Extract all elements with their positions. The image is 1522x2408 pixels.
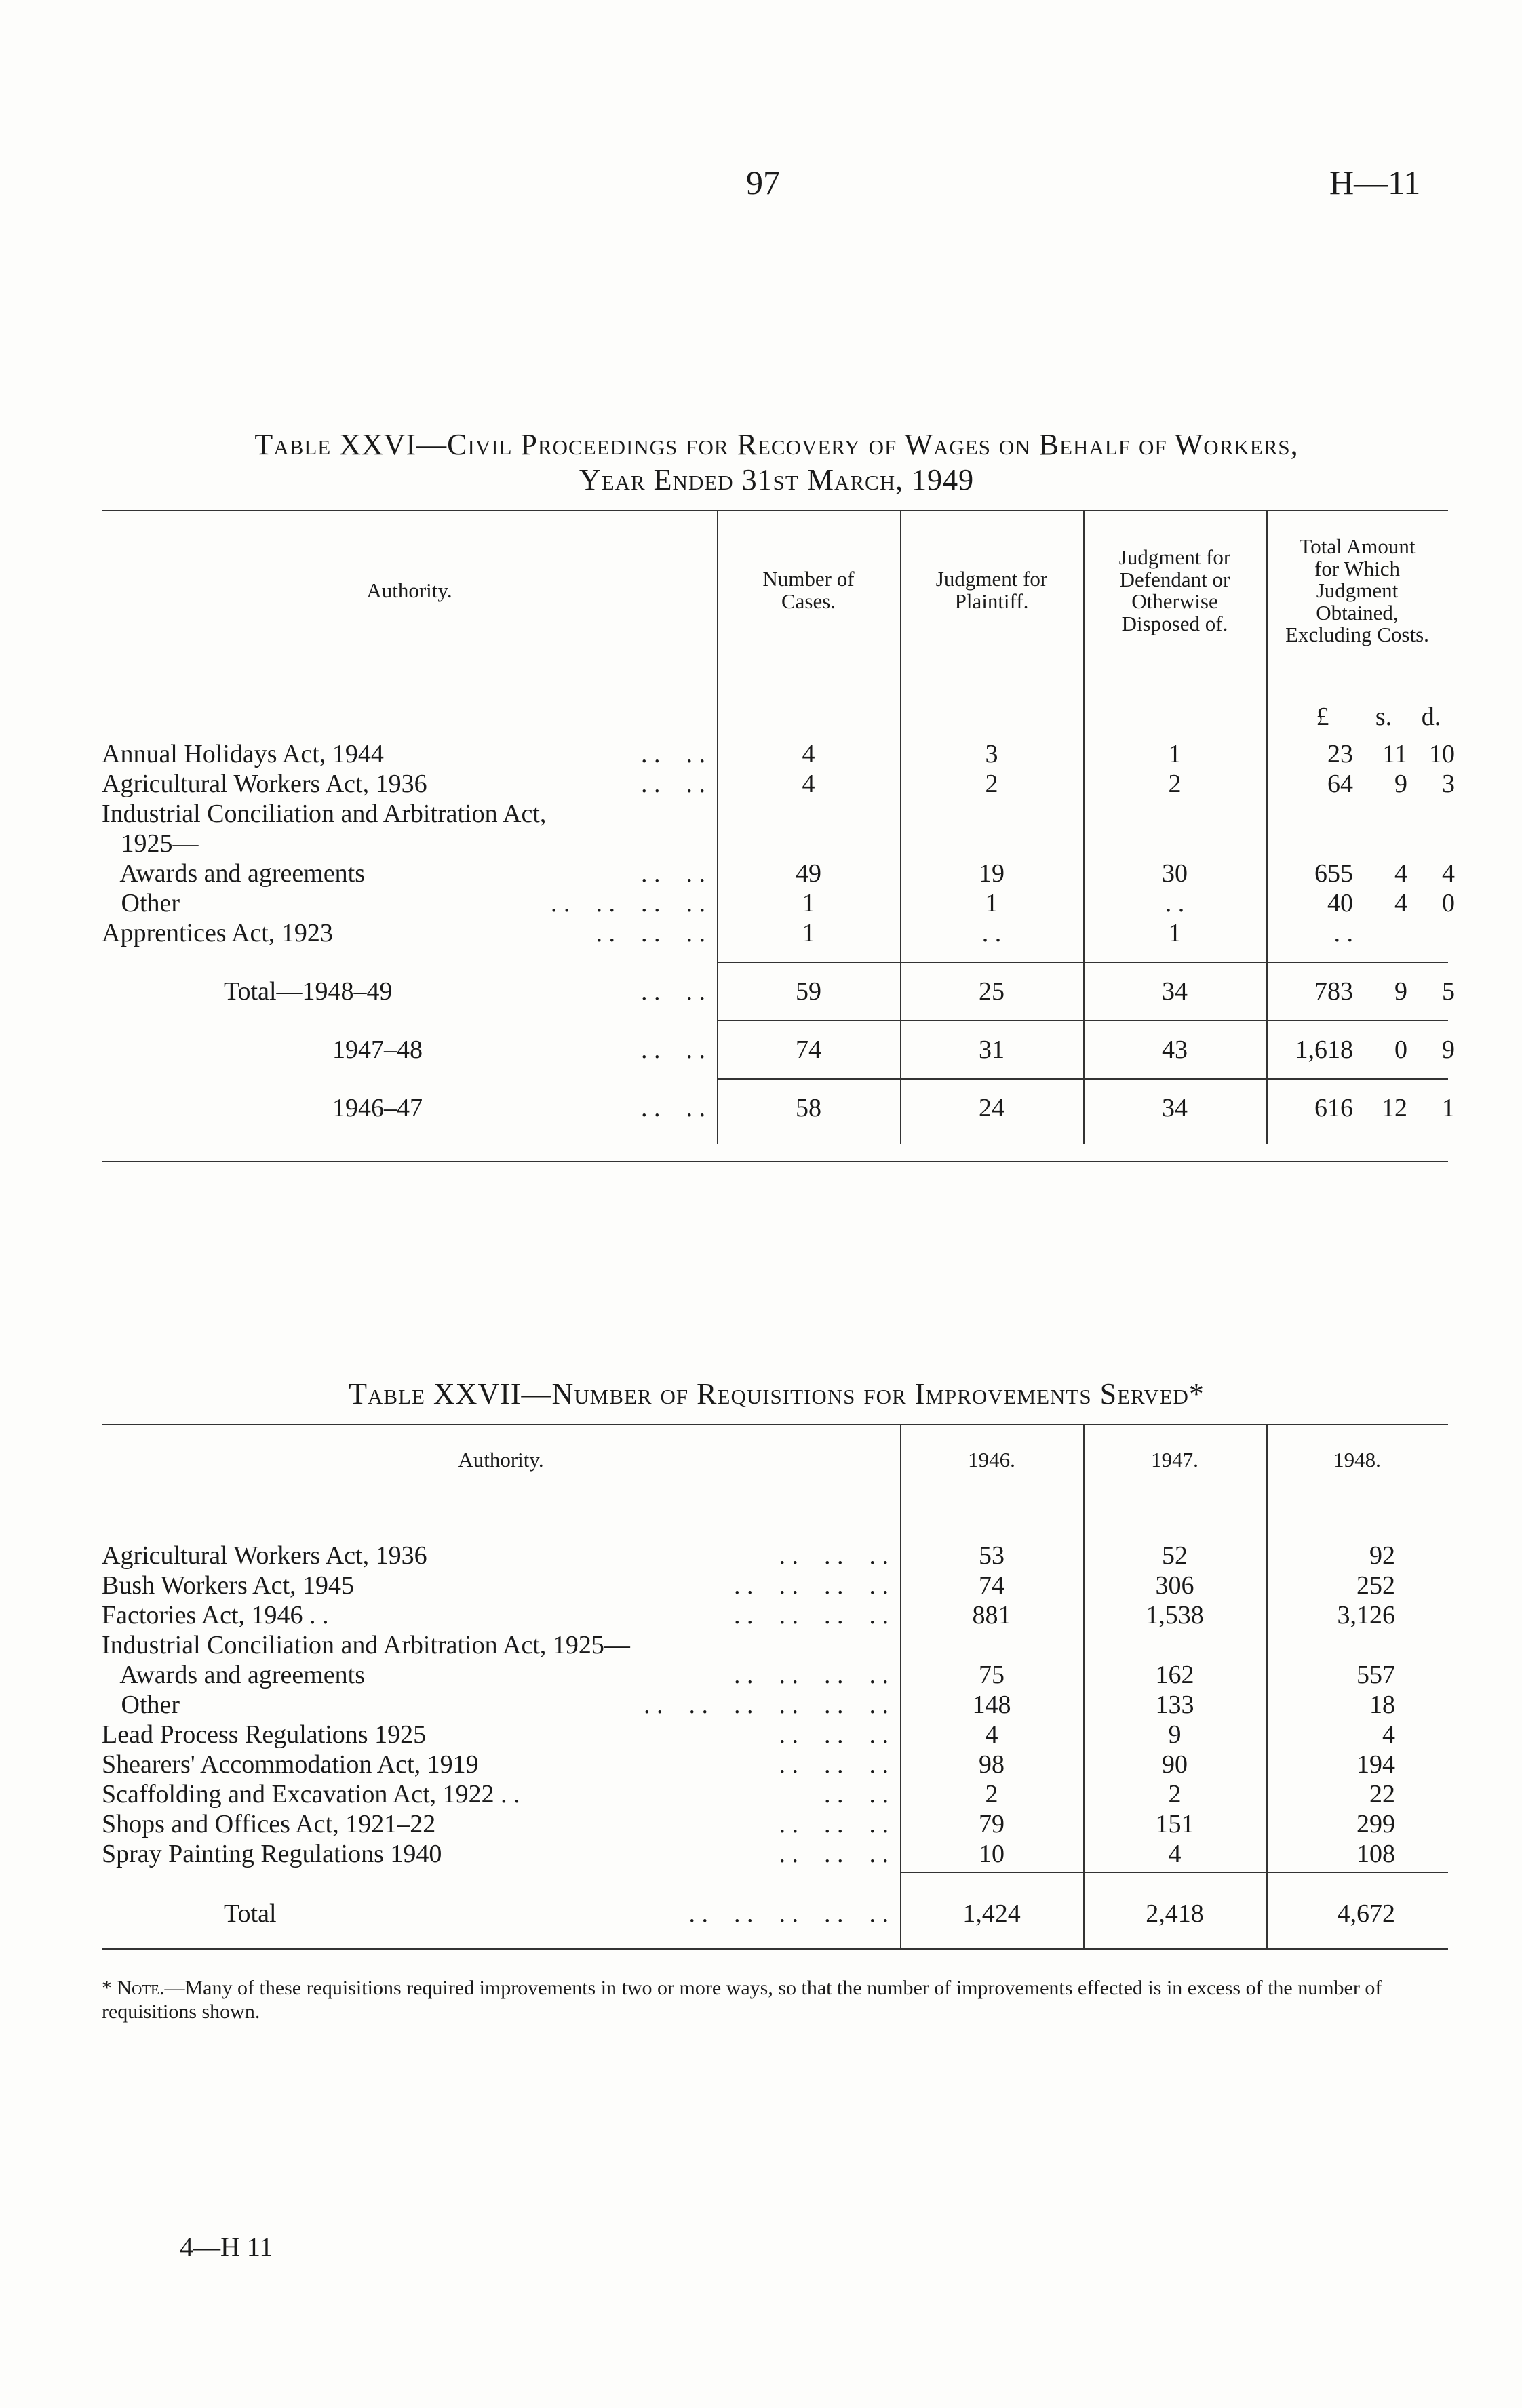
table1-total-label: 1946–47	[332, 1094, 423, 1122]
table2-row-leader: . . . . . .	[779, 1840, 889, 1868]
table2-1947: 52	[1162, 1541, 1188, 1570]
table1-pounds: 23	[1327, 740, 1353, 768]
table1-plaintiff: 1	[985, 889, 998, 917]
table2-row-label: Industrial Conciliation and Arbitration Act, 1925—	[102, 1631, 630, 1659]
table2-header-authority: Authority.	[458, 1448, 544, 1472]
table2-row-label: Shearers' Accommodation Act, 1919	[102, 1750, 479, 1779]
table1-total-plaintiff: 25	[979, 977, 1004, 1006]
table1-pence: 3	[1442, 770, 1455, 798]
table1-total-rule-3	[717, 1078, 1448, 1080]
table1-pounds: 40	[1327, 889, 1353, 917]
table1-total-pounds: 616	[1314, 1094, 1353, 1122]
table2-1947: 133	[1155, 1691, 1194, 1719]
table1-header-plaintiff	[900, 568, 1083, 612]
table2-top-rule	[102, 1424, 1448, 1425]
table1-total-label: Total—1948–49	[224, 977, 393, 1006]
table1-title-line1: Table XXVI—Civil Proceedings for Recovery of Wages on Behalf of Workers,	[254, 428, 1299, 461]
table1-total-shillings: 12	[1382, 1094, 1407, 1122]
table2-header-1947: 1947.	[1151, 1448, 1198, 1472]
table2-row-leader: . . . . . .	[779, 1720, 889, 1749]
table1-row-leader: . . . . . .	[596, 919, 705, 947]
table2-header-1948: 1948.	[1333, 1448, 1381, 1472]
table1-header-total	[1266, 536, 1448, 646]
table1-pence: 4	[1442, 859, 1455, 888]
header-line: Obtained,	[1316, 600, 1399, 625]
table2-total-label: Total	[224, 1899, 277, 1928]
table2-row-leader: . . . . . . . .	[734, 1601, 889, 1630]
table1-row-leader: . . . .	[641, 740, 705, 768]
table1-total-plaintiff: 24	[979, 1094, 1004, 1122]
table2-1948: 108	[1357, 1840, 1395, 1868]
table1-cases: 1	[802, 889, 815, 917]
table1-total-leader: . . . .	[641, 977, 705, 1006]
table1-row-leader: . . . .	[641, 859, 705, 888]
table1-shillings: 11	[1382, 740, 1407, 768]
table2-row-label: Factories Act, 1946 . .	[102, 1601, 329, 1630]
table2-row-label: Bush Workers Act, 1945	[102, 1571, 355, 1600]
table2-1946: 98	[979, 1750, 1004, 1779]
page-footer: 4—H 11	[180, 2232, 273, 2262]
table1-row-label: Agricultural Workers Act, 1936	[102, 770, 427, 798]
header-line: Disposed of.	[1121, 611, 1228, 635]
table1-total-leader: . . . .	[641, 1035, 705, 1064]
page-number: 97	[746, 163, 780, 201]
table1-header-defendant	[1083, 547, 1266, 635]
table1-bottom-rule	[102, 1161, 1448, 1162]
table1-total-leader: . . . .	[641, 1094, 705, 1122]
table1-defendant: . .	[1165, 889, 1185, 917]
table1-total-pence: 5	[1442, 977, 1455, 1006]
table1-total-pence: 9	[1442, 1035, 1455, 1064]
footnote-text: —Many of these requisitions required improvements in two or more ways, so that the number of improvements effected is in excess of the number of requisitions shown.	[102, 1977, 1382, 2023]
table1-pounds: . .	[1333, 919, 1353, 947]
table2-row-label: Shops and Offices Act, 1921–22	[102, 1810, 436, 1838]
table2-row-leader: . . . .	[824, 1780, 889, 1809]
table2-1947: 1,538	[1146, 1601, 1204, 1630]
table2-1948: 252	[1357, 1571, 1395, 1600]
table2-1947: 306	[1155, 1571, 1194, 1600]
table1-row-leader: . . . . . . . .	[551, 889, 705, 917]
table2-row-leader: . . . . . .	[779, 1810, 889, 1838]
table1-total-defendant: 43	[1162, 1035, 1188, 1064]
header-line: for Which	[1314, 556, 1400, 580]
table1-total-cases: 74	[796, 1035, 821, 1064]
table2-row-label: Spray Painting Regulations 1940	[102, 1840, 442, 1868]
footnote	[102, 1977, 1451, 2024]
table2-1948: 557	[1357, 1661, 1395, 1689]
header-line: Number of	[762, 567, 855, 591]
header-line: Cases.	[781, 589, 836, 613]
table1-total-defendant: 34	[1162, 1094, 1188, 1122]
table1-cases: 4	[802, 740, 815, 768]
table1-top-rule	[102, 510, 1448, 511]
table1-row-label: Annual Holidays Act, 1944	[102, 740, 384, 768]
table1-defendant: 1	[1168, 740, 1182, 768]
table2-total-1946: 1,424	[962, 1899, 1021, 1928]
table2-1947: 162	[1155, 1661, 1194, 1689]
table2-1946: 881	[972, 1601, 1011, 1630]
table2-1946: 75	[979, 1661, 1004, 1689]
table2-row-leader: . . . . . .	[779, 1750, 889, 1779]
table2-1948: 299	[1357, 1810, 1395, 1838]
table1-header-authority: Authority.	[366, 578, 452, 602]
header-line: Plaintiff.	[954, 589, 1029, 613]
header-line: Judgment for	[935, 567, 1048, 591]
table1-plaintiff: 2	[985, 770, 998, 798]
table2-1948: 3,126	[1337, 1601, 1395, 1630]
table1-total-rule-1	[717, 962, 1448, 963]
currency-pounds: £	[1316, 703, 1329, 731]
table1-total-plaintiff: 31	[979, 1035, 1004, 1064]
header-line: Total Amount	[1299, 534, 1416, 558]
table2-header-1946: 1946.	[968, 1448, 1015, 1472]
table1-shillings: 4	[1394, 859, 1407, 888]
table1-row-label: Awards and agreements	[102, 859, 365, 888]
table2-row-label: Agricultural Workers Act, 1936	[102, 1541, 427, 1570]
table1-row-label: Apprentices Act, 1923	[102, 919, 333, 947]
table2-row-leader: . . . . . . . .	[734, 1661, 889, 1689]
table1-total-cases: 58	[796, 1094, 821, 1122]
header-line: Defendant or	[1119, 567, 1230, 591]
table2-row-leader: . . . . . . . . . . . .	[644, 1691, 889, 1719]
table1-cases: 1	[802, 919, 815, 947]
table1-pence: 0	[1442, 889, 1455, 917]
table2-1948: 22	[1369, 1780, 1395, 1809]
table1-pounds: 655	[1314, 859, 1353, 888]
table2-1946: 4	[985, 1720, 998, 1749]
table2-1947: 9	[1168, 1720, 1182, 1749]
table2-1947: 2	[1168, 1780, 1182, 1809]
table1-row-label: Industrial Conciliation and Arbitration Act,	[102, 800, 547, 828]
table1-pence: 10	[1429, 740, 1455, 768]
table1-plaintiff: 19	[979, 859, 1004, 888]
header-line: Excluding Costs.	[1285, 623, 1429, 647]
table1-total-rule-2	[717, 1020, 1448, 1021]
table2-1946: 79	[979, 1810, 1004, 1838]
table2-1946: 10	[979, 1840, 1004, 1868]
table1-shillings: 4	[1394, 889, 1407, 917]
table2-1947: 90	[1162, 1750, 1188, 1779]
table2-row-label: Lead Process Regulations 1925	[102, 1720, 427, 1749]
page-reference: H—11	[1329, 163, 1421, 201]
table1-total-label: 1947–48	[332, 1035, 423, 1064]
table1-total-pence: 1	[1442, 1094, 1455, 1122]
table2-1948: 194	[1357, 1750, 1395, 1779]
table1-row-label: Other	[102, 889, 180, 917]
table2-1948: 18	[1369, 1691, 1395, 1719]
table2-total-rule	[900, 1872, 1448, 1873]
table2-title: Table XXVII—Number of Requisitions for Improvements Served*	[349, 1377, 1205, 1410]
header-line: Otherwise	[1131, 589, 1218, 614]
table1-defendant: 2	[1168, 770, 1182, 798]
header-line: Judgment	[1316, 578, 1399, 603]
table2-row-label: Awards and agreements	[102, 1661, 365, 1689]
table2-1947: 151	[1155, 1810, 1194, 1838]
table1-row-leader: . . . .	[641, 770, 705, 798]
table1-total-defendant: 34	[1162, 977, 1188, 1006]
table2-row-leader: . . . . . . . .	[734, 1571, 889, 1600]
table1-cases: 4	[802, 770, 815, 798]
table2-1946: 53	[979, 1541, 1004, 1570]
table1-total-shillings: 0	[1394, 1035, 1407, 1064]
table2-total-1947: 2,418	[1146, 1899, 1204, 1928]
table1-defendant: 1	[1168, 919, 1182, 947]
table2-1946: 74	[979, 1571, 1004, 1600]
table1-total-shillings: 9	[1394, 977, 1407, 1006]
currency-shillings: s.	[1375, 703, 1392, 731]
currency-pence: d.	[1421, 703, 1441, 731]
table2-row-label: Other	[102, 1691, 180, 1719]
table1-title-line2: Year Ended 31st March, 1949	[579, 463, 975, 496]
table1-shillings: 9	[1394, 770, 1407, 798]
table2-bottom-rule	[102, 1948, 1448, 1950]
table2-row-leader: . . . . . .	[779, 1541, 889, 1570]
table1-header-cases	[717, 568, 900, 612]
table1-plaintiff: 3	[985, 740, 998, 768]
table2-total-leader: . . . . . . . . . .	[688, 1899, 889, 1928]
table1-defendant: 30	[1162, 859, 1188, 888]
table1-cases: 49	[796, 859, 821, 888]
table2-1946: 148	[972, 1691, 1011, 1719]
table1-row-label: 1925—	[102, 829, 199, 858]
header-line: Judgment for	[1118, 545, 1231, 569]
table2-row-label: Scaffolding and Excavation Act, 1922 . .	[102, 1780, 520, 1809]
table1-pounds: 64	[1327, 770, 1353, 798]
table1-total-pounds: 783	[1314, 977, 1353, 1006]
table2-1946: 2	[985, 1780, 998, 1809]
table1-plaintiff: . .	[981, 919, 1002, 947]
table2-1947: 4	[1168, 1840, 1182, 1868]
table2-1948: 4	[1382, 1720, 1395, 1749]
table1-total-cases: 59	[796, 977, 821, 1006]
table2-1948: 92	[1369, 1541, 1395, 1570]
table1-total-pounds: 1,618	[1295, 1035, 1353, 1064]
footnote-label: * Note.	[102, 1977, 165, 1999]
table2-total-1948: 4,672	[1337, 1899, 1395, 1928]
